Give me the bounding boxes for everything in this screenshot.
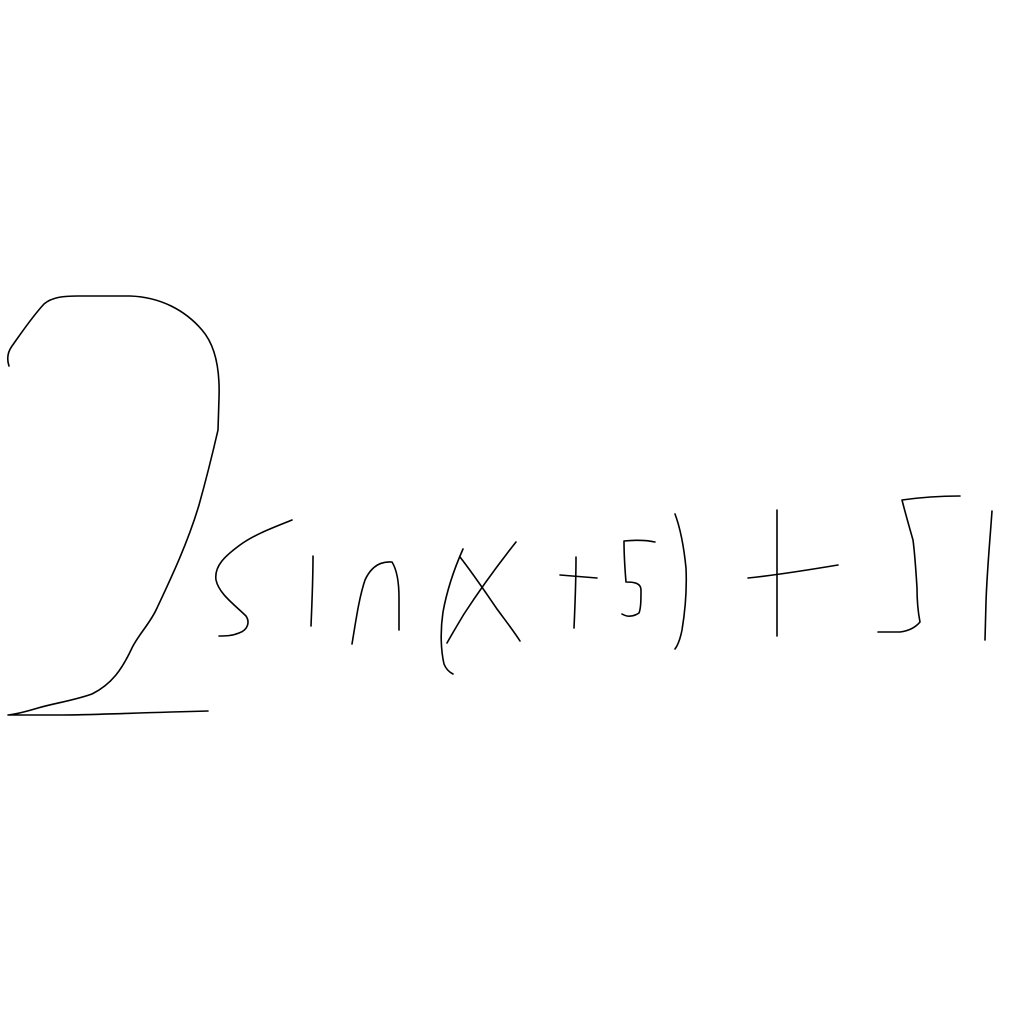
handwritten-expression bbox=[8, 296, 992, 715]
plus-sign-outer-horizontal bbox=[748, 565, 838, 578]
letter-n bbox=[352, 562, 399, 644]
letter-x bbox=[447, 542, 516, 643]
open-paren bbox=[441, 549, 463, 674]
plus-sign-inner-vertical bbox=[574, 557, 576, 628]
digit-five-inner bbox=[622, 540, 655, 616]
letter-x-stroke-2 bbox=[460, 557, 520, 641]
letter-s bbox=[216, 520, 292, 636]
close-paren bbox=[675, 514, 686, 649]
digit-two bbox=[8, 296, 219, 715]
letter-i bbox=[311, 556, 313, 626]
factorial-mark bbox=[985, 511, 992, 640]
plus-sign-inner-horizontal bbox=[560, 575, 597, 578]
factorial-dot bbox=[975, 678, 981, 685]
digit-five-outer bbox=[878, 496, 960, 632]
